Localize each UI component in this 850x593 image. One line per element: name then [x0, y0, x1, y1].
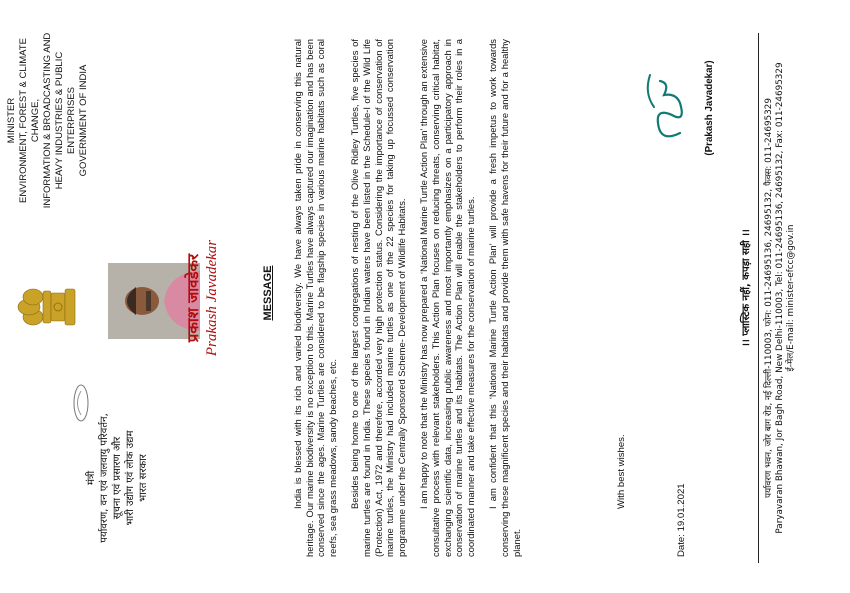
hindi-designation-block — [85, 393, 150, 563]
signatory-name: (Prakash Javadekar) — [704, 60, 715, 156]
signature-icon — [640, 63, 700, 153]
message-paragraph: I am happy to note that the Ministry has now prepared a ‘National Marine Turtle Action Plan’ through an extensive consultative process with relevant stakeholders. This Action Plan focuses on reducing threats, conserving critical habitat, exchanging scientific data, increasing public awareness and most importantly emphasizes on a participatory approach in conservation of marine turtles and its habitats. The Action Plan will enable the stakeholders to perform their roles in a coordinated manner and take effective measures for the conservation of marine turtles. — [418, 39, 476, 557]
hindi-designation-line: भारत सरकार — [138, 454, 149, 502]
address-hindi: पर्यावरण भवन, जोर बाग रोड, नई दिल्ली-110003, फोन: 011-24695136, 24695132, फैक्स: 011-24695329 — [764, 98, 774, 498]
minister-name-hindi: प्रकाश जावडेकर — [184, 253, 202, 343]
hindi-designation-line: सूचना एवं प्रसारण और — [112, 436, 123, 520]
english-designation-line: ENVIRONMENT, FOREST & CLIMATE CHANGE, — [18, 38, 41, 203]
footer-divider — [758, 33, 759, 563]
hindi-designation-line: मंत्री — [86, 470, 97, 486]
message-heading: MESSAGE — [262, 265, 274, 321]
english-designation-line: GOVERNMENT OF INDIA — [78, 64, 89, 177]
address-english: Paryavaran Bhawan, Jor Bagh Road, New Delhi-110003, Tel: 011-24695136, 24695132, Fax: 011-24695329 — [775, 62, 786, 534]
message-paragraph: India is blessed with its rich and varied biodiversity. We have always taken pride in conserving this natural heritage. Our marine biodiversity is no exception to this. Marine Turtles have always captured our imagination and has been conserved since the ages. Marine Turtles are considered to be flagship species in various marine habitats such as coral reefs, sea grass meadows, sandy beaches, etc. — [292, 39, 338, 557]
english-designation-line: INFORMATION & BROADCASTING AND — [42, 32, 53, 209]
footer-address — [764, 33, 798, 563]
slogan: ।। प्लास्टिक नहीं, कपड़ा सही ।। — [741, 229, 752, 347]
hindi-designation-line: पर्यावरण, वन एवं जलवायु परिवर्तन, — [99, 413, 110, 543]
minister-name-english: Prakash Javadekar — [204, 239, 220, 357]
email-line: ई-मेल/E-mail: minister-efcc@gov.in — [786, 224, 797, 372]
azadi-logo-icon — [72, 383, 90, 423]
english-designation-line: MINISTER — [6, 97, 17, 144]
closing-wishes: With best wishes. — [616, 434, 627, 509]
message-body — [292, 39, 533, 557]
english-designation-line: HEAVY INDUSTRIES & PUBLIC ENTERPRISES — [54, 51, 77, 190]
message-paragraph: Besides being home to one of the largest congregations of nesting of the Olive Ridley Turtles, five species of marine turtles are found in India. These species found in Indian waters have been listed in the Schedule-I of the Wild Life (Protection) Act, 1972 and therefore, accorded very high protection status. Considering the importance of conservation of marine turtles, the Ministry had included marine turtles as one of the 22 species for taking up focussed conservation programme under the Centrally Sponsored Scheme- Development of Wildlife Habitats. — [349, 39, 407, 557]
english-designation-block — [6, 18, 90, 223]
message-paragraph: I am confident that this ‘National Marine Turtle Action Plan’ will provide a fresh impetus to work towards conserving these magnificent species and their habitats and provide them with safe havens for their future and for a healthy planet. — [487, 39, 522, 557]
national-emblem-icon — [15, 283, 85, 331]
letter-date: Date: 19.01.2021 — [676, 483, 687, 557]
hindi-designation-line: भारी उद्योग एवं लोक उद्यम — [125, 430, 136, 526]
